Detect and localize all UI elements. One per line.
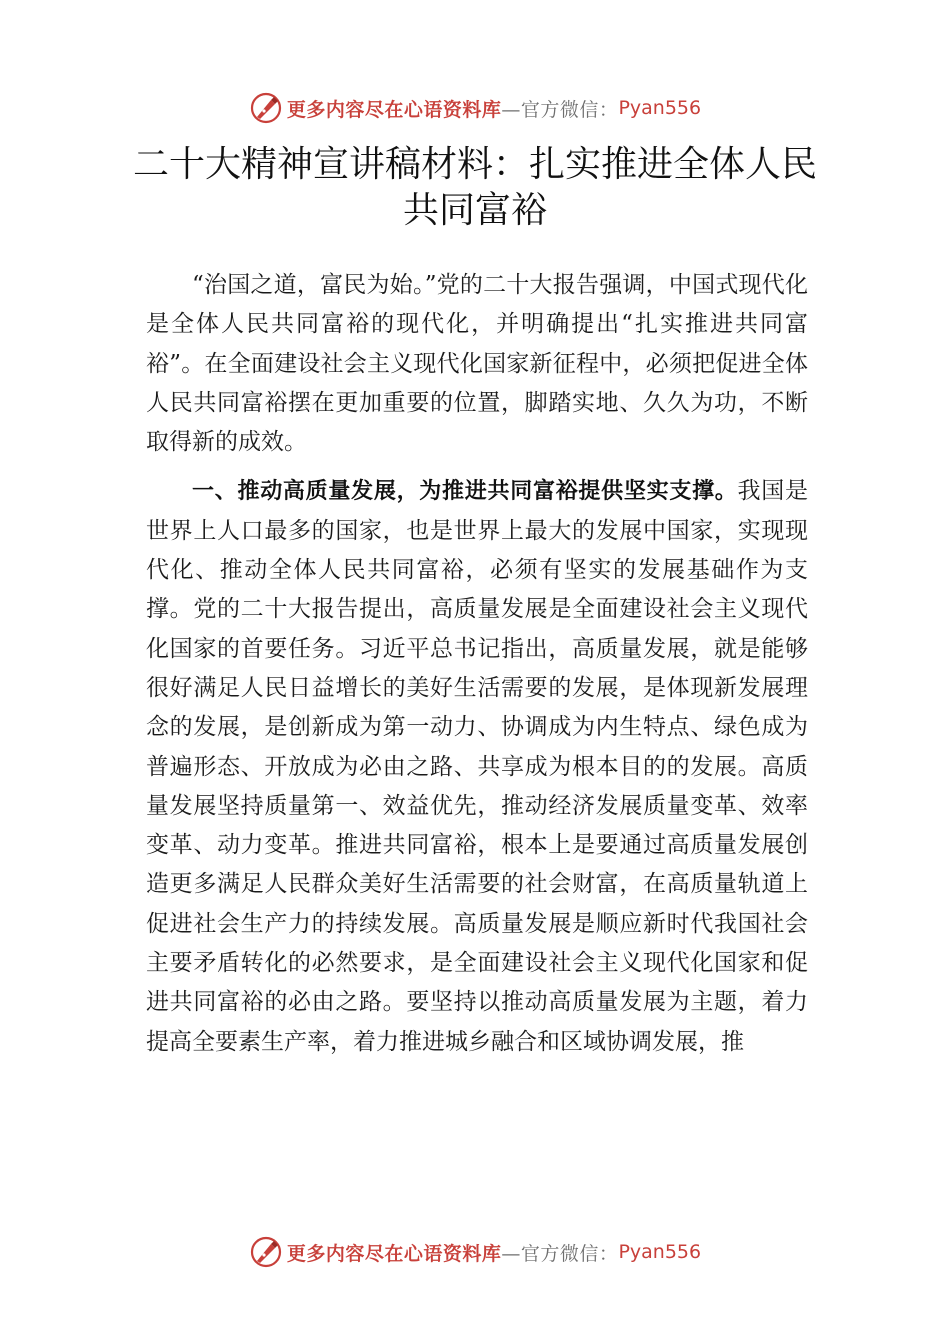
- document-title: 二十大精神宣讲稿材料：扎实推进全体人民共同富裕: [132, 144, 817, 231]
- footer-banner-separator: —官方微信：: [501, 1242, 619, 1265]
- section-1-heading: 一、推动高质量发展，为推进共同富裕提供坚实支撑。: [192, 479, 738, 505]
- pen-nib-logo-icon: [249, 1235, 283, 1269]
- header-banner-text: 更多内容尽在心语资料库: [286, 98, 502, 121]
- footer-banner-text: 更多内容尽在心语资料库: [286, 1242, 502, 1265]
- intro-paragraph: “治国之道，富民为始。”党的二十大报告强调，中国式现代化是全体人民共同富裕的现代化，并明确提出“扎实推进共同富裕”。在全面建设社会主义现代化国家新征程中，必须把促进全体人民共同富裕摆在更加重要的位置，脚踏实地、久久为功，不断取得新的成效。: [146, 272, 808, 456]
- section-1-paragraph: [146, 472, 808, 1061]
- header-banner-separator: —官方微信：: [501, 98, 619, 121]
- section-1-body: 我国是世界上人口最多的国家，也是世界上最大的发展中国家，实现现代化、推动全体人民共同富裕，必须有坚实的发展基础作为支撑。党的二十大报告提出，高质量发展是全面建设社会主义现代化国家的首要任务。习近平总书记指出，高质量发展，就是能够很好满足人民日益增长的美好生活需要的发展，是体现新发展理念的发展，是创新成为第一动力、协调成为内生特点、绿色成为普遍形态、开放成为必由之路、共享成为根本目的的发展。高质量发展坚持质量第一、效益优先，推动经济发展质量变革、效率变革、动力变革。推进共同富裕，根本上是要通过高质量发展创造更多满足人民群众美好生活需要的社会财富，在高质量轨道上促进社会生产力的持续发展。高质量发展是顺应新时代我国社会主要矛盾转化的必然要求，是全面建设社会主义现代化国家和促进共同富裕的必由之路。要坚持以推动高质量发展为主题，着力提高全要素生产率，着力推进城乡融合和区域协调发展，推: [146, 478, 808, 1055]
- header-banner: [0, 88, 950, 128]
- document-body: [146, 266, 808, 1062]
- header-banner-wechat-id: Pyan556: [618, 97, 702, 119]
- footer-banner: [0, 1232, 950, 1272]
- footer-banner-wechat-id: Pyan556: [618, 1241, 702, 1263]
- pen-nib-logo-icon: [249, 91, 283, 125]
